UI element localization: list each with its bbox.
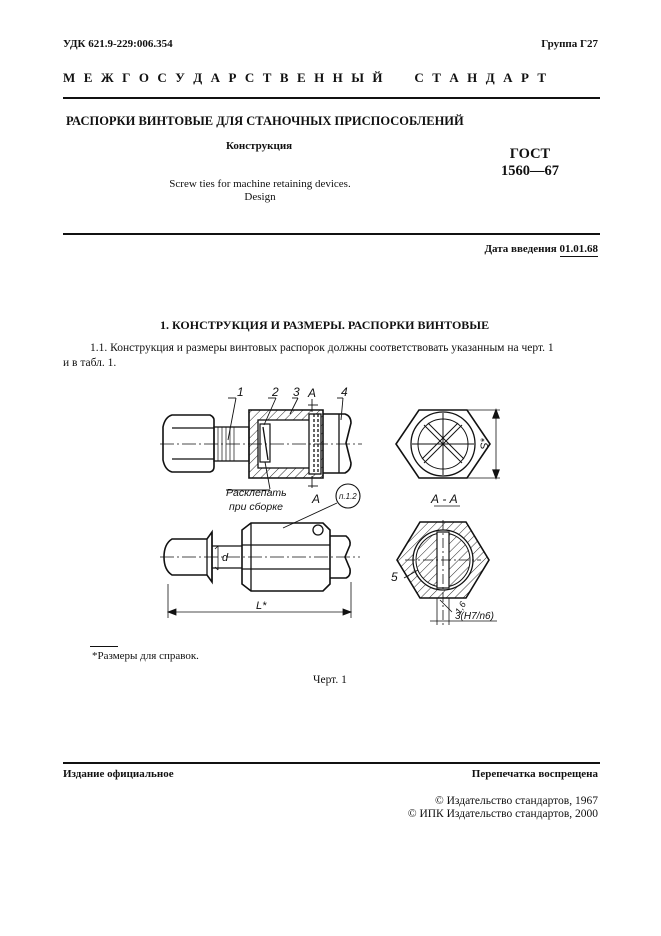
roughness-mark: 1,6 (453, 599, 468, 616)
english-title (150, 178, 370, 204)
gost-label: ГОСТ (509, 146, 551, 162)
title-rule (63, 233, 600, 235)
group-code: Группа Г27 (541, 38, 598, 50)
header-rule (63, 97, 600, 99)
rivet-note-line1: Расклепать (226, 487, 287, 499)
label-3: 3 (293, 385, 300, 399)
assembly-section-view (160, 410, 362, 478)
label-4: 4 (341, 385, 348, 399)
footer-rule (63, 762, 600, 764)
label-section-a-top: А (308, 386, 317, 400)
official-edition: Издание официальное (63, 768, 174, 780)
copyright-1967: © Издательство стандартов, 1967 (434, 795, 598, 807)
drawing-caption: Черт. 1 (313, 674, 347, 686)
section-aa-view (391, 520, 497, 625)
reference-bubble-text: п.1.2 (339, 492, 357, 501)
reprint-prohibited: Перепечатка воспрещена (471, 768, 598, 780)
section-aa-title: А - А (431, 492, 458, 506)
document-title: РАСПОРКИ ВИНТОВЫЕ ДЛЯ СТАНОЧНЫХ ПРИСПОСОБЛЕНИЙ (66, 114, 464, 128)
paragraph-line1: 1.1. Конструкция и размеры винтовых распорок должны соответствовать указанным на черт. 1 (90, 342, 554, 354)
english-title-line2: Design (244, 191, 276, 203)
label-section-a-bottom: А (312, 492, 321, 506)
footnote-rule (90, 646, 118, 647)
assembly-exterior-view (160, 523, 360, 618)
hex-end-view (396, 410, 500, 478)
label-2: 2 (272, 385, 279, 399)
intro-date-label: Дата введения (484, 243, 557, 255)
dim-d: d (222, 552, 229, 564)
footnote: *Размеры для справок. (92, 650, 199, 662)
section-heading: 1. КОНСТРУКЦИЯ И РАЗМЕРЫ. РАСПОРКИ ВИНТОВЫЕ (160, 318, 490, 332)
copyright-2000: © ИПК Издательство стандартов, 2000 (407, 808, 598, 820)
english-title-line1: Screw ties for machine retaining devices. (169, 178, 351, 190)
udk-code: УДК 621.9-229:006.354 (63, 38, 173, 50)
rivet-note-line2: при сборке (229, 501, 284, 513)
document-subtitle: Конструкция (226, 140, 293, 152)
label-5: 5 (391, 570, 398, 584)
gost-number: 1560—67 (501, 163, 559, 179)
intro-date-value: 01.01.68 (559, 243, 598, 255)
gost-block (494, 146, 566, 180)
interstate-standard-banner: М Е Ж Г О С У Д А Р С Т В Е Н Н Ы Й С Т А Н Д А Р Т (63, 70, 549, 85)
technical-drawing (0, 370, 661, 640)
paragraph-1-1 (63, 341, 603, 371)
label-1: 1 (237, 385, 244, 399)
dim-S: S* (479, 438, 491, 450)
intro-date (484, 243, 598, 255)
paragraph-line2: и в табл. 1. (63, 357, 117, 369)
fit-dimension: 3(H7/n6) (455, 611, 494, 622)
dim-L: L* (256, 600, 267, 612)
copyright-block (408, 795, 598, 821)
